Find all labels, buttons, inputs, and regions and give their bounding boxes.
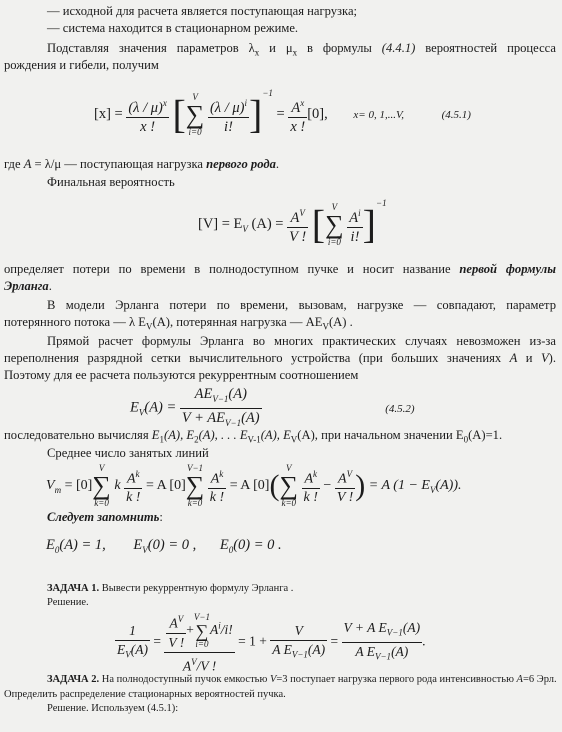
formula-4-5-1: [x] = $\frac{(\lambda / \mu)^x}{x !}$ [ V ∑ i=0 $\frac{(\lambda / \mu)^i}{i!}$ ]$^{-1}$ = $\frac{A^x}{x !}$ [0], x= 0, 1,...V, (4.5.1): [94, 88, 471, 137]
text-line: В модели Эрланга потери по времени, вызовам, нагрузке — совпадают, параметр: [47, 298, 556, 312]
formula-task-1: $\frac{1}{E_V(A)}$ = $\frac{A^V}{V !}$ + V−1 ∑ i=0 $A^i/i$! $A^V/V$ ! = 1 + $\frac{V}{A E_{V-1}(A)}$ = $\frac{V + A E_{V-1}(A)}{A E_{V-1}(A)}$ .: [117, 611, 426, 673]
text-line: Поэтому для ее расчета пользуются рекуррентным соотношением: [4, 368, 359, 382]
text-line: Следует запомнить:: [47, 510, 163, 524]
task-1-solution-label: Решение.: [47, 597, 89, 608]
formula-erlang-b: $[V] = E_V$ (A) = $\frac{A^V}{V !}$ [ V ∑ i=0 $\frac{A^i}{i!}$ ]$^{-1}$: [198, 198, 387, 247]
text-line: Финальная вероятность: [47, 175, 175, 189]
text-line: переполнения разрядной сетки вычислительного устройства (при больших значениях A и V).: [4, 351, 556, 365]
text-line: определяет потери по времени в полнодоступном пучке и носит название первой формулы: [4, 262, 556, 276]
text-line: рождения и гибели, получим: [4, 58, 159, 72]
text-line: — исходной для расчета является поступающая нагрузка;: [47, 4, 358, 18]
text-line: — система находится в стационарном режиме.: [47, 21, 299, 35]
text-line: Эрланга.: [4, 279, 52, 293]
text-line: где A = λ/μ — поступающая нагрузка первого рода.: [4, 157, 280, 171]
formula-mean-busy-lines: $V_m = [0]$ V ∑ k=0 k $\frac{A^k}{k !}$ = A [0] V−1 ∑ k=0 $\frac{A^k}{k !}$ = A [0]( V ∑ k=0 $\frac{A^k}{k !}$ − $\frac{A^V}{V !}$ ) = A $(1 - E_V(A))$.: [46, 463, 462, 508]
task-2-title: ЗАДАЧА 2. На полнодоступный пучок емкостью V=3 поступает нагрузка первого рода интенсивностью A=6 Эрл.: [47, 674, 557, 685]
task-2-text: Определить распределение стационарных вероятностей пучка.: [4, 689, 286, 700]
text-line: Подставляя значения параметров $\lambda_x$ и $\mu_x$ в формулы (4.4.1) вероятностей процесса: [47, 41, 556, 58]
formula-4-5-2: $E_V(A)$ = $\frac{AE_{V-1}(A)}{V + AE_{V-1}(A)}$ (4.5.2): [130, 386, 415, 428]
text-line: потерянного потока — λ $E_V(A)$, потерянная нагрузка — $AE_V(A)$ .: [4, 315, 353, 332]
formula-remember: $E_0(A) = 1$, $E_V(0) = 0$ , $E_0(0) = 0$ .: [46, 537, 282, 555]
text-line: Прямой расчет формулы Эрланга во многих практических случаях невозможен из-за: [47, 334, 556, 348]
text-line: Среднее число занятых линий: [47, 446, 209, 460]
task-1-title: ЗАДАЧА 1. Вывести рекуррентную формулу Эрланга .: [47, 583, 294, 594]
text-line: последовательно вычисляя $E_1(A)$, $E_2(A)$, . . . $E_{V-1}(A)$, $E_V(A)$, при начальном значении $E_0(A)=1$.: [4, 428, 503, 445]
task-2-solution-label: Решение. Используем (4.5.1):: [47, 703, 179, 714]
